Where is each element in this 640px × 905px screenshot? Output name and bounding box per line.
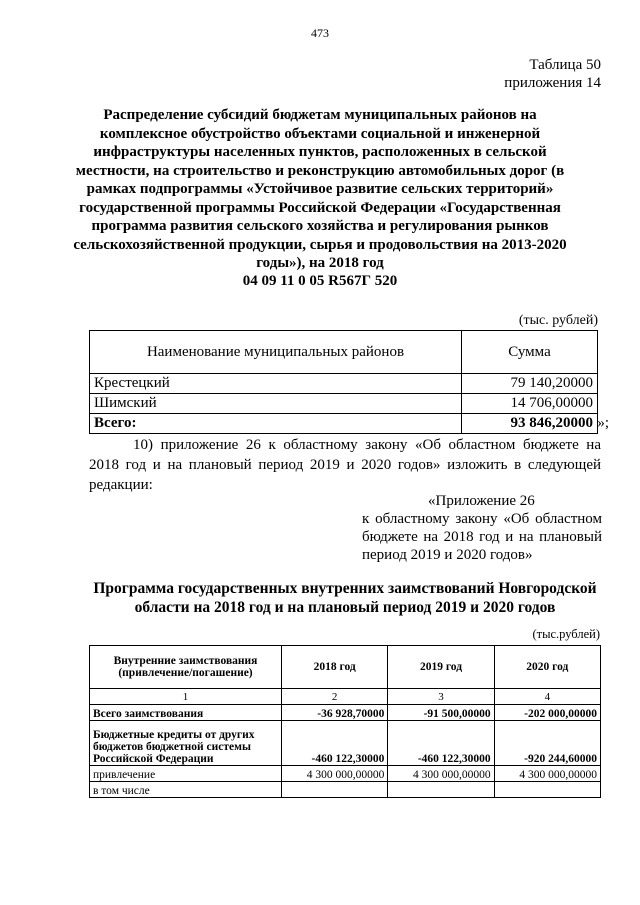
- table-label-line1: Таблица 50: [529, 57, 601, 73]
- column-header-2018: 2018 год: [282, 646, 388, 689]
- total-label: Всего:: [90, 414, 462, 434]
- subsidy-table: [89, 330, 609, 434]
- appendix-heading: [362, 492, 602, 564]
- borrowing-title: [80, 579, 610, 617]
- column-number: 3: [388, 689, 494, 705]
- column-number-row: [90, 689, 601, 705]
- value-2019: -91 500,00000: [388, 705, 494, 721]
- table-header-row: [90, 646, 601, 689]
- borrowing-table: [89, 645, 601, 798]
- value-2020: -202 000,00000: [494, 705, 600, 721]
- table-row: [90, 374, 598, 394]
- empty-cell: [282, 782, 388, 798]
- empty-cell: [494, 782, 600, 798]
- table-row: [90, 766, 601, 782]
- total-amount-cell: [462, 414, 609, 434]
- district-amount: 14 706,00000: [462, 394, 598, 414]
- row-label: Бюджетные кредиты от других бюджетов бюджетной системы Российской Федерации: [90, 721, 282, 766]
- table-label: [504, 56, 601, 92]
- total-amount: 93 846,20000: [510, 415, 593, 431]
- column-header-2019: 2019 год: [388, 646, 494, 689]
- district-name: Шимский: [90, 394, 462, 414]
- table-row: [90, 705, 601, 721]
- table-header-row: [90, 331, 598, 374]
- amendment-paragraph: [89, 435, 601, 495]
- value-2018: -460 122,30000: [282, 721, 388, 766]
- value-2020: 4 300 000,00000: [494, 766, 600, 782]
- borrowing-unit: (тыс.рублей): [532, 627, 600, 641]
- table-row: [90, 394, 598, 414]
- column-header-district: Наименование муниципальных районов: [90, 331, 462, 374]
- budget-code: 04 09 11 0 05 R567Г 520: [242, 273, 398, 289]
- empty-cell: [388, 782, 494, 798]
- table-row: [90, 721, 601, 766]
- column-header-borrowing: Внутренние заимствования (привлечение/погашение): [90, 646, 282, 689]
- paragraph-line: 10) приложение 26 к областному закону «Об областном бюджете на: [133, 437, 601, 453]
- paragraph-line: редакции:: [89, 477, 153, 493]
- row-label: привлечение: [90, 766, 282, 782]
- borrowing-title-line1: Программа государственных внутренних заимствований Новгородской: [93, 580, 597, 597]
- row-label: Всего заимствования: [90, 705, 282, 721]
- table-label-line2: приложения 14: [504, 75, 601, 91]
- column-number: 1: [90, 689, 282, 705]
- district-name: Крестецкий: [90, 374, 462, 394]
- total-trailer: »;: [597, 415, 609, 431]
- borrowing-title-line2: области на 2018 год и на плановый период 2019 и 2020 годов: [134, 599, 556, 616]
- column-header-2020: 2020 год: [494, 646, 600, 689]
- total-row: [90, 414, 598, 434]
- value-2020: -920 244,60000: [494, 721, 600, 766]
- subsidy-unit: (тыс. рублей): [518, 313, 598, 328]
- table-row: [90, 782, 601, 798]
- value-2019: 4 300 000,00000: [388, 766, 494, 782]
- value-2018: 4 300 000,00000: [282, 766, 388, 782]
- row-label: в том числе: [90, 782, 282, 798]
- paragraph-line: 2018 год и на плановый период 2019 и 2020 годов» изложить в следующей: [89, 457, 601, 473]
- column-number: 2: [282, 689, 388, 705]
- page-number: 473: [311, 26, 329, 40]
- appendix-line1: «Приложение 26: [428, 493, 535, 509]
- appendix-line2: к областному закону «Об областном бюджете на 2018 год и на плановый период 2019 и 2020 годов»: [362, 511, 602, 563]
- column-header-amount: Сумма: [462, 331, 598, 374]
- value-2018: -36 928,70000: [282, 705, 388, 721]
- value-2019: -460 122,30000: [388, 721, 494, 766]
- district-amount: 79 140,20000: [462, 374, 598, 394]
- subsidy-title: Распределение субсидий бюджетам муниципальных районов на комплексное обустройство объектами социальной и инженерной инфраструктуры населенных пунктов, расположенных в сельской местности, на строительство и реконструкцию автомобильных дорог (в рамках подпрограммы «Устойчивое развитие сельских территорий» государственной программы Российской Федерации «Государственная программа развития сельского хозяйства и регулирования рынков сельскохозяйственной продукции, сырья и продовольствия на 2013-2020 годы»), на 2018 год: [73, 107, 567, 271]
- column-number: 4: [494, 689, 600, 705]
